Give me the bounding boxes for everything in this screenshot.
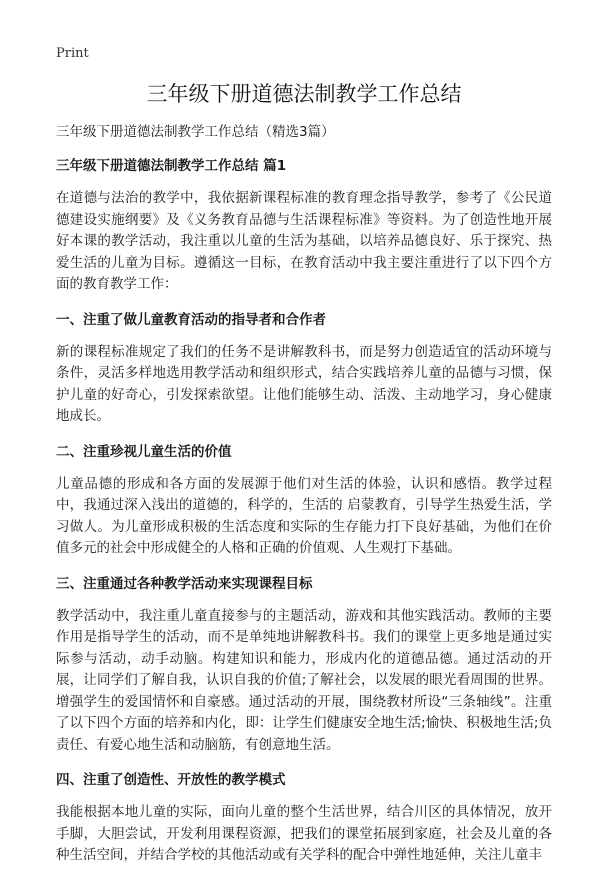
- section-heading-4: 四、注重了创造性、开放性的教学模式: [56, 772, 286, 788]
- section-heading-2: 二、注重珍视儿童生活的价值: [56, 443, 232, 460]
- intro-paragraph: 在道德与法治的教学中，我依据新课程标准的教育理念指导教学，参考了《公民道德建设实施纲要》及《义务教育品德与生活课程标准》等资料。为了创造性地开展好本课的教学活动，我注重以儿童的生活为基础，以培养品德良好、乐于探究、热爱生活的儿童为目标。遵循这一目标，在教育活动中我主要注重进行了以下四个方面的教育教学工作：: [56, 190, 552, 292]
- section-body-3: 教学活动中，我注重儿童直接参与的主题活动，游戏和其他实践活动。教师的主要作用是指导学生的活动，而不是单纯地讲解教科书。我们的课堂上更多地是通过实际参与活动，动手动脑。构建知识和能力，形成内化的道德品德。通过活动的开展，让同学们了解自我，认识自我的价值;了解社会，以发展的眼光看周围的世界。增强学生的爱国情怀和自豪感。通过活动的开展，围绕教材所设“三条轴线”。注重了以下四个方面的培养和内化，即：让学生们健康安全地生活;愉快、积极地生活;负责任、有爱心地生活和动脑筋，有创意地生活。: [56, 607, 552, 753]
- article-heading: 三年级下册道德法制教学工作总结 篇1: [56, 158, 287, 174]
- section-body-2: 儿童品德的形成和各方面的发展源于他们对生活的体验，认识和感悟。教学过程中，我通过深入浅出的道德的，科学的，生活的 启蒙教育，引导学生热爱生活，学习做人。为儿童形成积极的生活态度和实际的生存能力打下良好基础，为他们在价值多元的社会中形成健全的人格和正确的价值观、人生观打下基础。: [56, 475, 552, 556]
- print-link[interactable]: Print: [56, 46, 89, 61]
- section-body-1: 新的课程标准规定了我们的任务不是讲解教科书，而是努力创造适宜的活动环境与条件，灵活多样地选用教学活动和组织形式，结合实践培养儿童的品德与习惯，保护儿童的好奇心，引发探索欲望。让他们能够生动、活泼、主动地学习，身心健康地成长。: [56, 343, 552, 424]
- document-body: [56, 80, 552, 881]
- document-subtitle: 三年级下册道德法制教学工作总结（精选3篇）: [56, 124, 335, 140]
- section-body-4: 我能根据本地儿童的实际，面向儿童的整个生活世界，结合川区的具体情况，放开手脚，大胆尝试，开发利用课程资源，把我们的课堂拓展到家庭，社会及儿童的各种生活空间，并结合学校的其他活动或有关学科的配合中弹性地延伸，关注儿童丰: [56, 804, 552, 863]
- section-heading-3: 三、注重通过各种教学活动来实现课程目标: [56, 575, 313, 592]
- document-title: 三年级下册道德法制教学工作总结: [146, 82, 462, 106]
- section-heading-1: 一、注重了做儿童教育活动的指导者和合作者: [56, 311, 326, 328]
